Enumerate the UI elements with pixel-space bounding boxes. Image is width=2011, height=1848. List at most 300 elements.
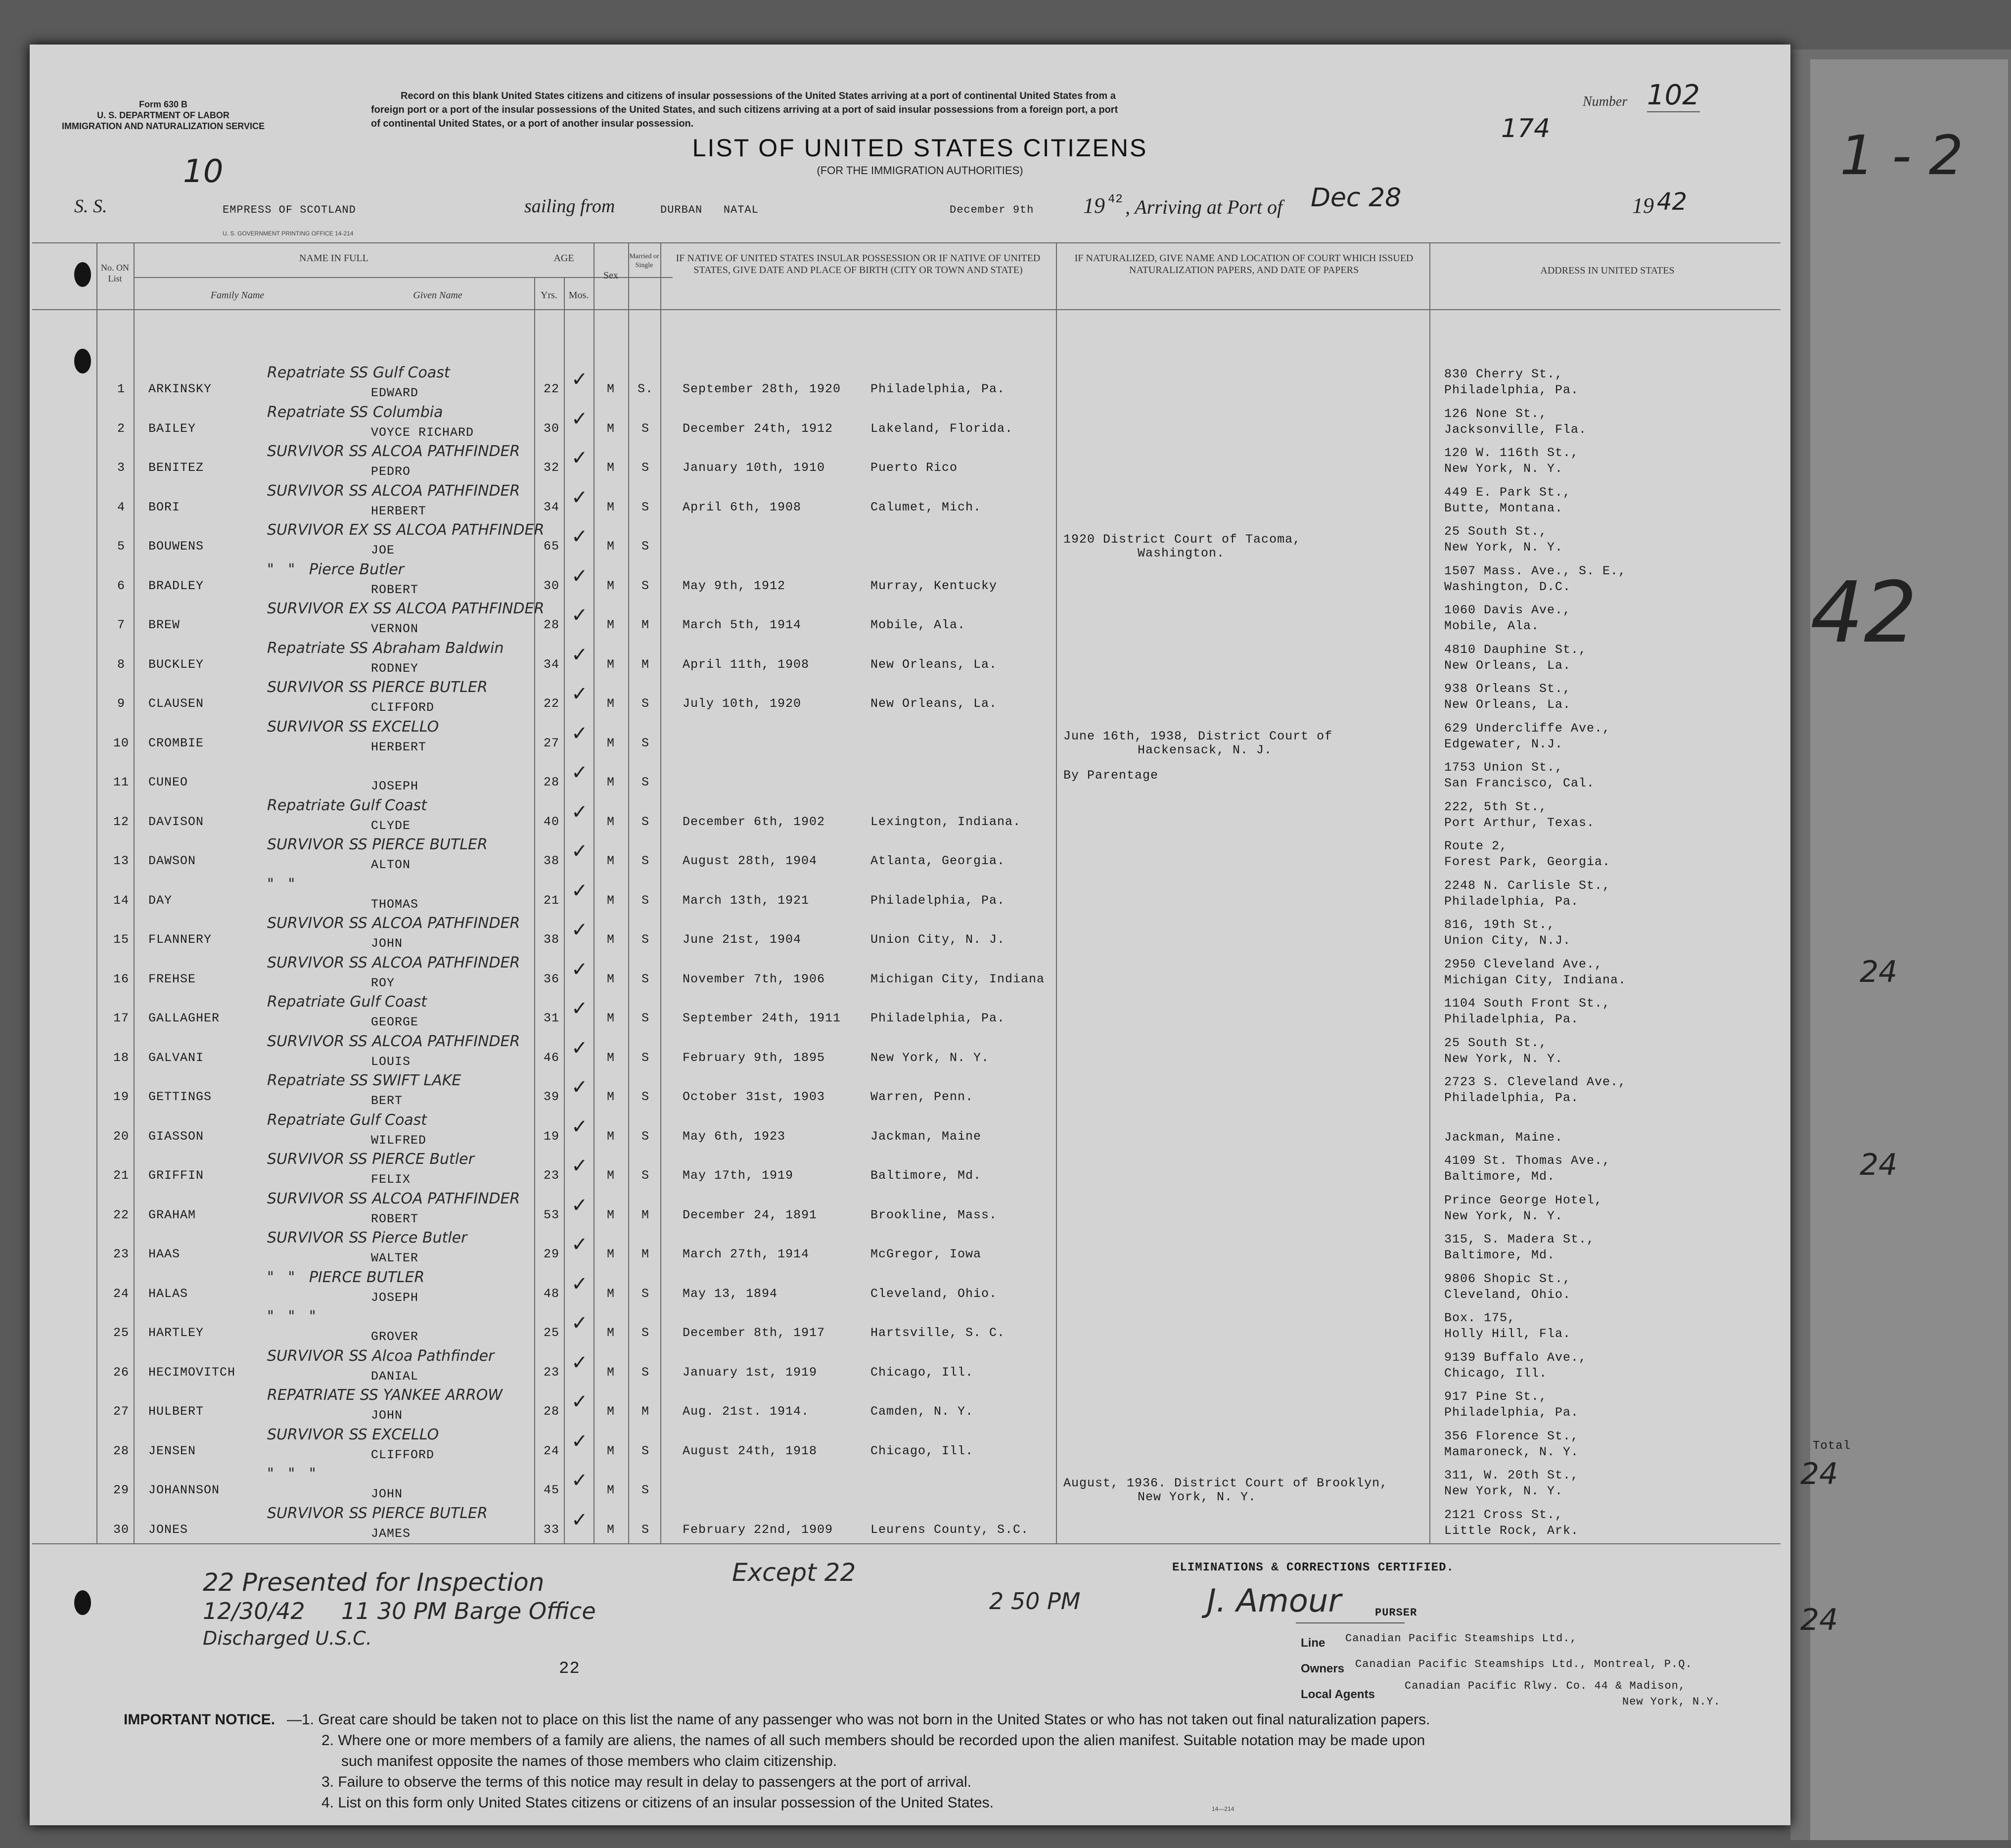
marital-status: M bbox=[641, 1207, 649, 1222]
birth-date: May 9th, 1912 bbox=[683, 578, 786, 593]
check-mark: ✓ bbox=[571, 1194, 588, 1217]
marital-status: S bbox=[641, 461, 649, 475]
naturalization: June 16th, 1938, District Court of bbox=[1063, 729, 1333, 743]
family-name: CROMBIE bbox=[148, 736, 204, 750]
row-number: 19 bbox=[113, 1090, 129, 1104]
check-mark: ✓ bbox=[571, 722, 588, 745]
address-line-2: New York, N. Y. bbox=[1444, 540, 1563, 554]
address-line-1: 4810 Dauphine St., bbox=[1444, 642, 1587, 657]
given-name: RODNEY bbox=[371, 661, 419, 676]
row-number: 25 bbox=[113, 1326, 129, 1340]
check-mark: ✓ bbox=[571, 1115, 588, 1138]
address-line-1: 222, 5th St., bbox=[1444, 799, 1548, 814]
marital-status: S bbox=[641, 1286, 649, 1301]
form-code: 14—214 bbox=[1212, 1805, 1234, 1812]
age-years: 31 bbox=[543, 1011, 559, 1025]
given-name: JOHN bbox=[371, 936, 403, 951]
birth-place: New York, N. Y. bbox=[870, 1050, 990, 1065]
header-family: Family Name bbox=[210, 290, 265, 301]
given-name: WALTER bbox=[371, 1251, 419, 1265]
check-mark: ✓ bbox=[571, 997, 588, 1020]
marital-status: S bbox=[641, 893, 649, 908]
header-naturalized: IF NATURALIZED, GIVE NAME AND LOCATION OF COURT WHICH ISSUED NATURALIZATION PAPERS, AND DATE OF PAPERS bbox=[1074, 253, 1414, 276]
marital-status: M bbox=[641, 657, 649, 672]
header-married: Married or Single bbox=[629, 253, 659, 269]
marital-status: S bbox=[641, 971, 649, 986]
row-number: 14 bbox=[113, 893, 129, 908]
marital-status: S bbox=[641, 1522, 649, 1537]
given-name: LOUIS bbox=[371, 1054, 411, 1069]
birth-place: Cleveland, Ohio. bbox=[870, 1286, 998, 1301]
table-row bbox=[30, 873, 1687, 911]
check-mark: ✓ bbox=[571, 958, 588, 981]
age-years: 30 bbox=[543, 421, 559, 436]
sex: M bbox=[606, 1168, 615, 1183]
check-mark: ✓ bbox=[571, 368, 588, 391]
except-note: Except 22 bbox=[732, 1558, 856, 1587]
address-line-1: 2248 N. Carlisle St., bbox=[1444, 878, 1611, 893]
age-years: 28 bbox=[543, 1404, 559, 1419]
row-number: 12 bbox=[113, 814, 129, 829]
age-years: 38 bbox=[543, 932, 559, 947]
table-row bbox=[30, 401, 1687, 439]
marital-status: S bbox=[641, 814, 649, 829]
table-row bbox=[30, 912, 1687, 950]
family-name: HAAS bbox=[148, 1247, 181, 1261]
family-name: GRAHAM bbox=[148, 1207, 196, 1222]
sex: M bbox=[606, 1247, 615, 1261]
birth-date: July 10th, 1920 bbox=[683, 696, 802, 711]
address-line-2: Michigan City, Indiana. bbox=[1444, 972, 1627, 987]
form-service: IMMIGRATION AND NATURALIZATION SERVICE bbox=[62, 121, 265, 131]
marital-status: S bbox=[641, 1011, 649, 1025]
sex: M bbox=[606, 893, 615, 908]
family-name: DAY bbox=[148, 893, 173, 908]
age-years: 29 bbox=[543, 1247, 559, 1261]
address-line-2: New York, N. Y. bbox=[1444, 1484, 1563, 1498]
family-name: FREHSE bbox=[148, 971, 196, 986]
marital-status: S bbox=[641, 1443, 649, 1458]
given-name: HERBERT bbox=[371, 739, 427, 754]
table-row bbox=[30, 637, 1687, 675]
naturalization: By Parentage bbox=[1063, 768, 1159, 783]
address-line-2: San Francisco, Cal. bbox=[1444, 776, 1595, 790]
family-name: BUCKLEY bbox=[148, 657, 204, 672]
given-name: GEORGE bbox=[371, 1015, 419, 1029]
family-name: JENSEN bbox=[148, 1443, 196, 1458]
address-line-2: Mamaroneck, N. Y. bbox=[1444, 1444, 1579, 1459]
birth-place: Chicago, Ill. bbox=[870, 1365, 974, 1380]
check-mark: ✓ bbox=[571, 643, 588, 666]
marital-status: S bbox=[641, 421, 649, 436]
address-line-1: 1753 Union St., bbox=[1444, 760, 1563, 775]
family-name: DAVISON bbox=[148, 814, 204, 829]
marital-status: S bbox=[641, 775, 649, 789]
marital-status: S bbox=[641, 736, 649, 750]
notice-1: —1. Great care should be taken not to place on this list the name of any passenger who was not born in the United States or who has not taken out final naturalization papers. bbox=[287, 1711, 1430, 1728]
table-row bbox=[30, 1187, 1687, 1226]
row-number: 13 bbox=[113, 854, 129, 868]
table-row bbox=[30, 715, 1687, 757]
birth-date: April 6th, 1908 bbox=[683, 500, 802, 514]
status-annotation: SURVIVOR SS ALCOA PATHFINDER bbox=[267, 443, 520, 460]
status-annotation: SURVIVOR SS ALCOA PATHFINDER bbox=[267, 954, 520, 971]
check-mark: ✓ bbox=[571, 1508, 588, 1531]
margin-note-mid: 42 bbox=[1810, 564, 1918, 662]
arrive-date: Dec 28 bbox=[1311, 183, 1402, 213]
page-mark: 10 bbox=[183, 153, 224, 190]
address-line-1: 2723 S. Cleveland Ave., bbox=[1444, 1075, 1627, 1089]
birth-date: May 17th, 1919 bbox=[683, 1168, 794, 1183]
age-years: 39 bbox=[543, 1090, 559, 1104]
status-annotation: SURVIVOR SS ALCOA PATHFINDER bbox=[267, 915, 520, 932]
birth-place: Philadelphia, Pa. bbox=[870, 1011, 1006, 1025]
marital-status: M bbox=[641, 618, 649, 632]
time-note: 2 50 PM bbox=[989, 1588, 1081, 1615]
birth-place: Warren, Penn. bbox=[870, 1090, 974, 1104]
address-line-2: Chicago, Ill. bbox=[1444, 1366, 1548, 1381]
birth-date: March 5th, 1914 bbox=[683, 618, 802, 632]
sex: M bbox=[606, 775, 615, 789]
age-years: 34 bbox=[543, 657, 559, 672]
birth-date: December 24th, 1912 bbox=[683, 421, 833, 436]
agents-value-2: New York, N.Y. bbox=[1622, 1696, 1721, 1708]
status-annotation: Repatriate SS Gulf Coast bbox=[267, 364, 450, 381]
age-years: 28 bbox=[543, 618, 559, 632]
table-row bbox=[30, 754, 1687, 793]
address-line-2: Philadelphia, Pa. bbox=[1444, 383, 1579, 397]
family-name: BENITEZ bbox=[148, 461, 204, 475]
birth-place: Hartsville, S. C. bbox=[870, 1326, 1006, 1340]
address-line-1: 830 Cherry St., bbox=[1444, 367, 1563, 381]
marital-status: S bbox=[641, 854, 649, 868]
check-mark: ✓ bbox=[571, 683, 588, 705]
line-value: Canadian Pacific Steamships Ltd., bbox=[1345, 1632, 1577, 1645]
given-name: ROBERT bbox=[371, 582, 419, 597]
sex: M bbox=[606, 1326, 615, 1340]
check-mark: ✓ bbox=[571, 919, 588, 941]
birth-date: April 11th, 1908 bbox=[683, 657, 810, 672]
notice-2: 2. Where one or more members of a family are aliens, the names of all such members should be recorded upon the alien manifest. Suitable notation may be made upon bbox=[321, 1732, 1425, 1749]
sex: M bbox=[606, 971, 615, 986]
marital-status: S bbox=[641, 1129, 649, 1144]
birth-date: August 24th, 1918 bbox=[683, 1443, 818, 1458]
margin-note-24b: 24 bbox=[1860, 1148, 1898, 1182]
address-line-1: 356 Florence St., bbox=[1444, 1429, 1579, 1443]
family-name: CLAUSEN bbox=[148, 696, 204, 711]
sex: M bbox=[606, 1286, 615, 1301]
barge-office-note: 12/30/42 11 30 PM Barge Office bbox=[203, 1598, 596, 1624]
address-line-2: Union City, N.J. bbox=[1444, 933, 1571, 948]
age-years: 32 bbox=[543, 461, 559, 475]
address-line-1: 1507 Mass. Ave., S. E., bbox=[1444, 563, 1627, 578]
birth-place: Puerto Rico bbox=[870, 461, 958, 475]
total-label: Total bbox=[1813, 1439, 1851, 1453]
row-number: 9 bbox=[117, 696, 125, 711]
check-mark: ✓ bbox=[571, 486, 588, 509]
address-line-2: New York, N. Y. bbox=[1444, 1051, 1563, 1066]
row-number: 6 bbox=[117, 578, 125, 593]
sex: M bbox=[606, 1090, 615, 1104]
birth-date: Aug. 21st. 1914. bbox=[683, 1404, 810, 1419]
family-name: GALLAGHER bbox=[148, 1011, 220, 1025]
printer-mark: U. S. GOVERNMENT PRINTING OFFICE 14-214 bbox=[223, 230, 354, 237]
sex: M bbox=[606, 1207, 615, 1222]
birth-place: Union City, N. J. bbox=[870, 932, 1006, 947]
status-annotation: SURVIVOR SS Pierce Butler bbox=[267, 1229, 467, 1247]
sailing-label: sailing from bbox=[524, 196, 615, 217]
birth-place: Michigan City, Indiana bbox=[870, 971, 1045, 986]
marital-status: M bbox=[641, 1247, 649, 1261]
address-line-1: 1104 South Front St., bbox=[1444, 996, 1611, 1011]
status-annotation: SURVIVOR SS PIERCE BUTLER bbox=[267, 679, 488, 696]
birth-place: Philadelphia, Pa. bbox=[870, 382, 1006, 396]
age-years: 27 bbox=[543, 736, 559, 750]
marital-status: S bbox=[641, 1168, 649, 1183]
given-name: JOHN bbox=[371, 1408, 403, 1423]
status-annotation: Repatriate SS Columbia bbox=[267, 403, 443, 421]
sex: M bbox=[606, 500, 615, 514]
birth-place: Brookline, Mass. bbox=[870, 1207, 998, 1222]
check-mark: ✓ bbox=[571, 1430, 588, 1453]
birth-date: October 31st, 1903 bbox=[683, 1090, 825, 1104]
birth-date: March 27th, 1914 bbox=[683, 1247, 810, 1261]
table-row bbox=[30, 990, 1687, 1029]
marital-status: S bbox=[641, 1090, 649, 1104]
row-number: 5 bbox=[117, 539, 125, 554]
check-mark: ✓ bbox=[571, 1312, 588, 1335]
naturalization: 1920 District Court of Tacoma, bbox=[1063, 532, 1301, 547]
given-name: THOMAS bbox=[371, 897, 419, 912]
arrive-year-prefix: 19 bbox=[1632, 193, 1654, 218]
sex: M bbox=[606, 618, 615, 632]
address-line-2: Philadelphia, Pa. bbox=[1444, 1012, 1579, 1026]
given-name: PEDRO bbox=[371, 464, 411, 479]
marital-status: S. bbox=[637, 382, 653, 396]
sex: M bbox=[606, 657, 615, 672]
birth-place: Philadelphia, Pa. bbox=[870, 893, 1006, 908]
sex: M bbox=[606, 539, 615, 554]
family-name: BOUWENS bbox=[148, 539, 204, 554]
check-mark: ✓ bbox=[571, 761, 588, 784]
margin-note-24c: 24 bbox=[1800, 1603, 1838, 1637]
age-years: 22 bbox=[543, 696, 559, 711]
age-years: 33 bbox=[543, 1522, 559, 1537]
purser-signature: J. Amour bbox=[1207, 1583, 1341, 1619]
sex: M bbox=[606, 578, 615, 593]
family-name: JONES bbox=[148, 1522, 188, 1537]
birth-place: Calumet, Mich. bbox=[870, 500, 982, 514]
address-line-1: 2121 Cross St., bbox=[1444, 1507, 1563, 1522]
family-name: HARTLEY bbox=[148, 1326, 204, 1340]
birth-place: Chicago, Ill. bbox=[870, 1443, 974, 1458]
header-name: NAME IN FULL bbox=[299, 253, 368, 264]
family-name: JOHANNSON bbox=[148, 1483, 220, 1497]
table-row bbox=[30, 440, 1687, 478]
address-line-2: Baltimore, Md. bbox=[1444, 1169, 1555, 1184]
notice-4: 4. List on this form only United States citizens or citizens of an insular possession of the United States. bbox=[321, 1795, 994, 1811]
address-line-1: 917 Pine St., bbox=[1444, 1389, 1548, 1404]
notice-2b: such manifest opposite the names of those members who claim citizenship. bbox=[341, 1753, 837, 1769]
address-line-1: 1060 Davis Ave., bbox=[1444, 603, 1571, 617]
row-number: 4 bbox=[117, 500, 125, 514]
address-line-1: 315, S. Madera St., bbox=[1444, 1232, 1595, 1247]
table-row bbox=[30, 479, 1687, 518]
sex: M bbox=[606, 1129, 615, 1144]
row-number: 28 bbox=[113, 1443, 129, 1458]
status-annotation: SURVIVOR SS Alcoa Pathfinder bbox=[267, 1347, 495, 1365]
birth-date: May 13, 1894 bbox=[683, 1286, 778, 1301]
table-row bbox=[30, 951, 1687, 990]
birth-date: September 28th, 1920 bbox=[683, 382, 841, 396]
birth-place: Jackman, Maine bbox=[870, 1129, 982, 1144]
naturalization-2: New York, N. Y. bbox=[1138, 1490, 1257, 1504]
given-name: JOSEPH bbox=[371, 1290, 419, 1305]
address-line-2: Baltimore, Md. bbox=[1444, 1248, 1555, 1262]
marital-status: S bbox=[641, 1326, 649, 1340]
table-row bbox=[30, 1226, 1687, 1265]
page-number: 22 bbox=[559, 1660, 580, 1678]
address-line-2: Jacksonville, Fla. bbox=[1444, 422, 1587, 437]
status-annotation: SURVIVOR SS PIERCE Butler bbox=[267, 1151, 474, 1168]
age-years: 23 bbox=[543, 1365, 559, 1380]
address-line-2: Butte, Montana. bbox=[1444, 501, 1563, 515]
table-row bbox=[30, 1502, 1687, 1540]
row-number: 17 bbox=[113, 1011, 129, 1025]
owners-value: Canadian Pacific Steamships Ltd., Montreal, P.Q. bbox=[1355, 1658, 1692, 1670]
birth-place: McGregor, Iowa bbox=[870, 1247, 982, 1261]
given-name: JAMES bbox=[371, 1526, 411, 1541]
birth-date: December 6th, 1902 bbox=[683, 814, 825, 829]
sex: M bbox=[606, 1365, 615, 1380]
check-mark: ✓ bbox=[571, 1036, 588, 1060]
birth-date: December 24, 1891 bbox=[683, 1207, 818, 1222]
table-row bbox=[30, 1148, 1687, 1186]
margin-note-24a: 24 bbox=[1860, 955, 1898, 989]
table-row bbox=[30, 833, 1687, 872]
age-years: 46 bbox=[543, 1050, 559, 1065]
birth-place: Lexington, Indiana. bbox=[870, 814, 1021, 829]
row-number: 10 bbox=[113, 736, 129, 750]
page-subtitle: (FOR THE IMMIGRATION AUTHORITIES) bbox=[817, 164, 1023, 177]
address-line-2: Philadelphia, Pa. bbox=[1444, 894, 1579, 909]
row-number: 29 bbox=[113, 1483, 129, 1497]
row-number: 11 bbox=[113, 775, 129, 789]
birth-place: Atlanta, Georgia. bbox=[870, 854, 1006, 868]
row-number: 1 bbox=[117, 382, 125, 396]
age-years: 34 bbox=[543, 500, 559, 514]
page-title: LIST OF UNITED STATES CITIZENS bbox=[692, 134, 1148, 162]
sex: M bbox=[606, 696, 615, 711]
rule bbox=[32, 242, 1781, 243]
address-line-1: Prince George Hotel, bbox=[1444, 1193, 1603, 1207]
birth-date: March 13th, 1921 bbox=[683, 893, 810, 908]
arriving-label: , Arriving at Port of bbox=[1125, 196, 1283, 218]
family-name: HALAS bbox=[148, 1286, 188, 1301]
birth-date: September 24th, 1911 bbox=[683, 1011, 841, 1025]
birth-date: December 8th, 1917 bbox=[683, 1326, 825, 1340]
marital-status: S bbox=[641, 696, 649, 711]
row-number: 30 bbox=[113, 1522, 129, 1537]
address-line-1: 9139 Buffalo Ave., bbox=[1444, 1350, 1587, 1365]
marital-status: M bbox=[641, 1404, 649, 1419]
marital-status: S bbox=[641, 539, 649, 554]
row-number: 24 bbox=[113, 1286, 129, 1301]
marital-status: S bbox=[641, 1483, 649, 1497]
address-line-2: Mobile, Ala. bbox=[1444, 619, 1540, 633]
family-name: GALVANI bbox=[148, 1050, 204, 1065]
table-row bbox=[30, 1109, 1687, 1147]
check-mark: ✓ bbox=[571, 879, 588, 902]
address-line-2: Jackman, Maine. bbox=[1444, 1130, 1563, 1145]
naturalization: August, 1936. District Court of Brooklyn, bbox=[1063, 1476, 1388, 1490]
address-line-2: Washington, D.C. bbox=[1444, 579, 1571, 594]
address-line-1: 816, 19th St., bbox=[1444, 918, 1555, 932]
given-name: JOSEPH bbox=[371, 779, 419, 793]
header-address: ADDRESS IN UNITED STATES bbox=[1540, 265, 1675, 276]
check-mark: ✓ bbox=[571, 1351, 588, 1374]
address-line-2: Holly Hill, Fla. bbox=[1444, 1327, 1571, 1341]
address-line-2: New York, N. Y. bbox=[1444, 462, 1563, 476]
given-name: ALTON bbox=[371, 858, 411, 872]
address-line-2: Forest Park, Georgia. bbox=[1444, 855, 1611, 869]
birth-place: New Orleans, La. bbox=[870, 696, 998, 711]
given-name: DANIAL bbox=[371, 1369, 419, 1384]
total-value: 24 bbox=[1800, 1457, 1838, 1491]
birth-place: Camden, N. Y. bbox=[870, 1404, 974, 1419]
family-name: GIASSON bbox=[148, 1129, 204, 1144]
agents-value: Canadian Pacific Rlwy. Co. 44 & Madison, bbox=[1405, 1680, 1686, 1692]
family-name: FLANNERY bbox=[148, 932, 212, 947]
address-line-1: 9806 Shopic St., bbox=[1444, 1271, 1571, 1286]
birth-date: February 9th, 1895 bbox=[683, 1050, 825, 1065]
given-name: VOYCE RICHARD bbox=[371, 425, 474, 440]
form-department: U. S. DEPARTMENT OF LABOR bbox=[97, 110, 229, 120]
family-name: BAILEY bbox=[148, 421, 196, 436]
header-yrs: Yrs. bbox=[541, 290, 557, 301]
age-years: 21 bbox=[543, 893, 559, 908]
birth-place: Murray, Kentucky bbox=[870, 578, 998, 593]
row-number: 3 bbox=[117, 461, 125, 475]
table-row bbox=[30, 558, 1687, 597]
marital-status: S bbox=[641, 1050, 649, 1065]
status-annotation: " " bbox=[267, 875, 295, 893]
status-annotation: SURVIVOR SS ALCOA PATHFINDER bbox=[267, 1190, 520, 1207]
status-annotation: " " PIERCE BUTLER bbox=[267, 1268, 425, 1286]
birth-place: Leurens County, S.C. bbox=[870, 1522, 1029, 1537]
family-name: CUNEO bbox=[148, 775, 188, 789]
header-sex: Sex bbox=[603, 270, 618, 281]
row-number: 26 bbox=[113, 1365, 129, 1380]
given-name: GROVER bbox=[371, 1330, 419, 1344]
naturalization-2: Washington. bbox=[1138, 546, 1225, 560]
table-row bbox=[30, 1462, 1687, 1504]
check-mark: ✓ bbox=[571, 525, 588, 548]
family-name: GETTINGS bbox=[148, 1090, 212, 1104]
birth-place: Baltimore, Md. bbox=[870, 1168, 982, 1183]
status-annotation: " " " bbox=[267, 1465, 316, 1482]
table-row bbox=[30, 1030, 1687, 1068]
sex: M bbox=[606, 814, 615, 829]
family-name: BRADLEY bbox=[148, 578, 204, 593]
table-row bbox=[30, 518, 1687, 560]
address-line-1: 449 E. Park St., bbox=[1444, 485, 1571, 500]
row-number: 22 bbox=[113, 1207, 129, 1222]
form-instructions: Record on this blank United States citizens and citizens of insular possessions of the United States arriving at a port of continental United States from a foreign port or a port of the insular possessions of the United States, and such citizens arriving at a port of said insular possessions from a foreign port, a port of continental United States, or a port of another insular possession. bbox=[371, 91, 1118, 129]
table-row bbox=[30, 1344, 1687, 1383]
row-number: 2 bbox=[117, 421, 125, 436]
header-birth: IF NATIVE OF UNITED STATES INSULAR POSSESSION OR IF NATIVE OF UNITED STATES, GIVE DATE AND PLACE OF BIRTH (CITY OR TOWN AND STATE) bbox=[676, 253, 1041, 276]
